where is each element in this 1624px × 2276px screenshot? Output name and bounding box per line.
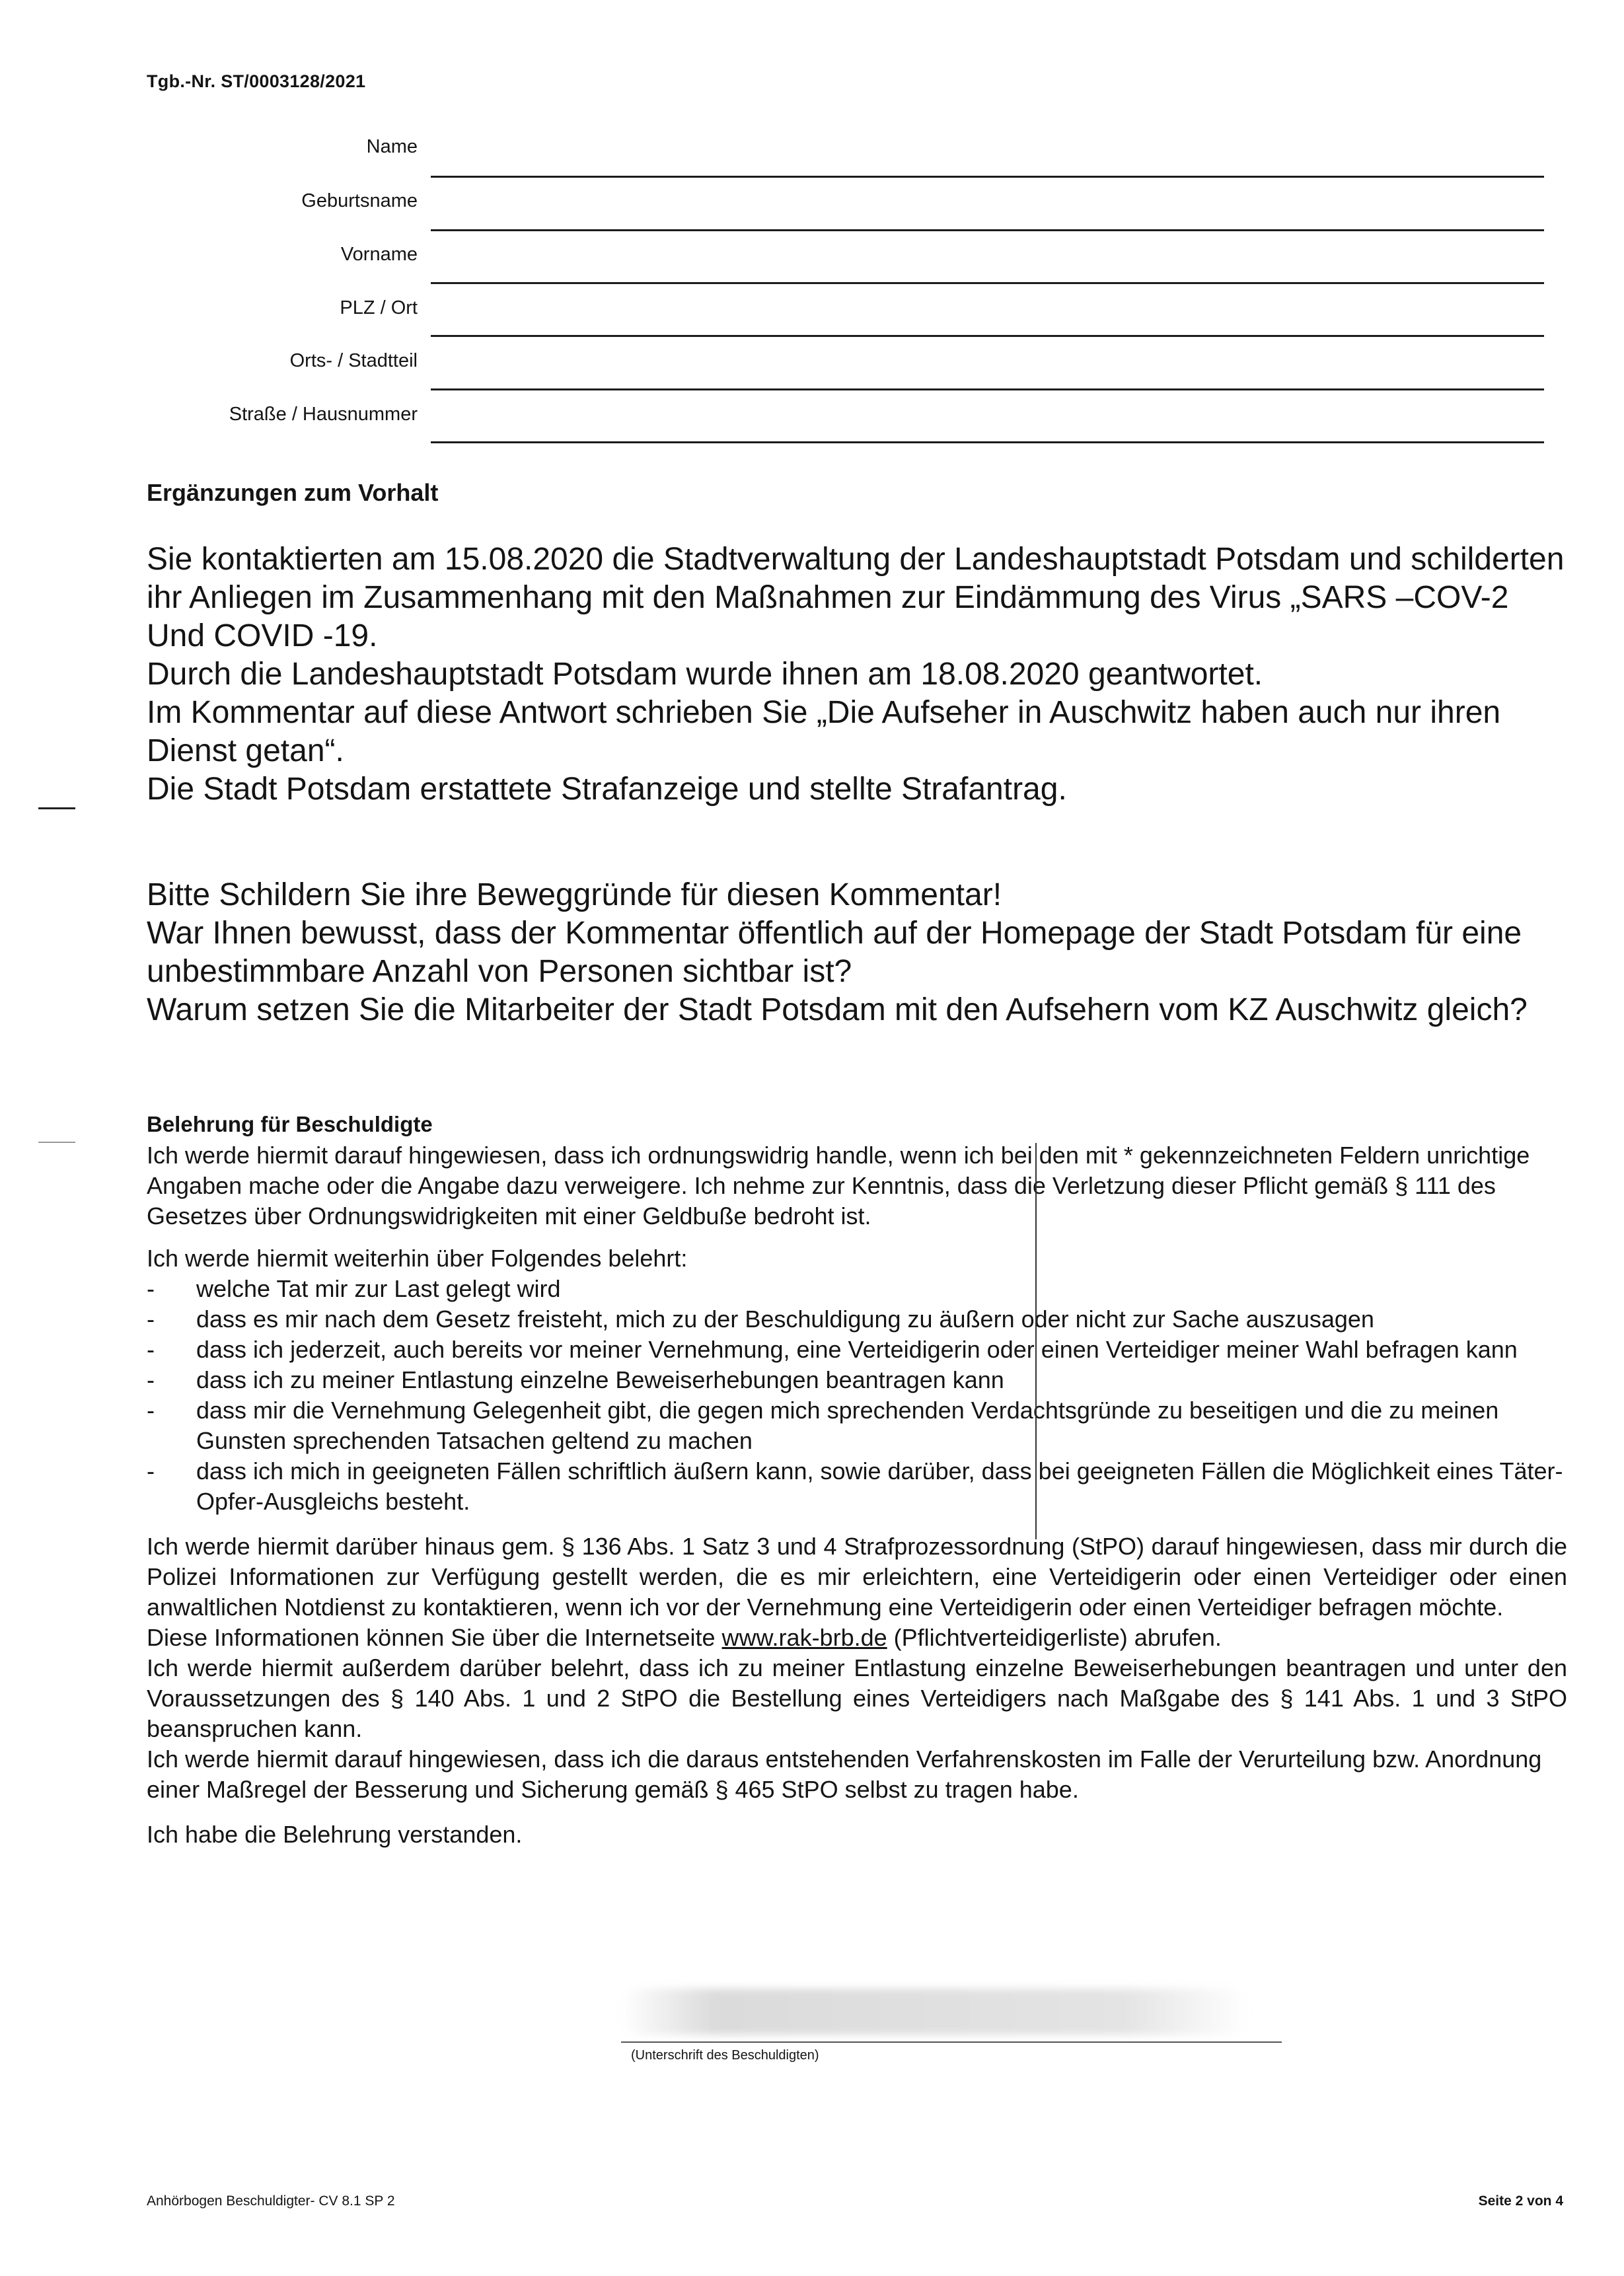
- footer-form-id: Anhörbogen Beschuldigter- CV 8.1 SP 2: [147, 2193, 395, 2209]
- signature-line[interactable]: [621, 2041, 1282, 2043]
- question-line: Bitte Schildern Sie ihre Beweggründe für diesen Kommentar!: [147, 877, 1002, 912]
- field-line-plz-ort[interactable]: [431, 335, 1544, 337]
- list-item: - dass ich zu meiner Entlastung einzelne Beweiserhebungen beantragen kann: [147, 1365, 1567, 1395]
- tagebuch-number: Tgb.-Nr. ST/0003128/2021: [147, 71, 366, 91]
- field-label-plz-ort: PLZ / Ort: [340, 297, 418, 318]
- belehrung-verstanden: Ich habe die Belehrung verstanden.: [147, 1821, 523, 1848]
- vorhalt-line: Im Kommentar auf diese Antwort schrieben Sie „Die Aufseher in Auschwitz haben auch nur ihren Dienst getan“.: [147, 695, 1501, 768]
- margin-mark: [38, 807, 75, 809]
- signature-caption: (Unterschrift des Beschuldigten): [631, 2048, 819, 2063]
- rak-link[interactable]: www.rak-brb.de: [721, 1624, 887, 1651]
- list-item: - dass es mir nach dem Gesetz freisteht, mich zu der Beschuldigung zu äußern oder nicht zur Sache auszusagen: [147, 1304, 1567, 1335]
- vorhalt-title: Ergänzungen zum Vorhalt: [147, 479, 439, 506]
- field-line-geburtsname[interactable]: [431, 229, 1544, 231]
- paragraph-stpo: Ich werde hiermit darüber hinaus gem. § 136 Abs. 1 Satz 3 und 4 Strafprozessordnung (StPO) darauf hingewiesen, dass mir durch die Polizei Informationen zur Verfügung gestellt werden, die es mir erleichtern, eine Verteidigerin oder einen Verteidiger oder einen anwaltlichen Notdienst zu kontaktieren, wenn ich vor der Vernehmung eine Verteidigerin oder einen Verteidiger befragen möchte.: [147, 1533, 1567, 1621]
- redacted-signature: [621, 1989, 1249, 2035]
- field-line-ortsteil[interactable]: [431, 388, 1544, 390]
- info-prefix: Diese Informationen können Sie über die Internetseite: [147, 1624, 722, 1651]
- margin-mark: [38, 1142, 75, 1143]
- paragraph-info: [147, 1623, 1567, 1653]
- field-line-name[interactable]: [431, 176, 1544, 178]
- belehrung-list: [147, 1274, 1567, 1517]
- paragraph-kosten: Ich werde hiermit darauf hingewiesen, dass ich die daraus entstehenden Verfahrenskosten im Falle der Verurteilung bzw. Anordnung einer Maßregel der Besserung und Sicherung gemäß § 465 StPO selbst zu tragen habe.: [147, 1745, 1542, 1803]
- vorhalt-line: Die Stadt Potsdam erstattete Strafanzeige und stellte Strafantrag.: [147, 772, 1067, 807]
- belehrung-list-intro: Ich werde hiermit weiterhin über Folgendes belehrt:: [147, 1245, 688, 1272]
- vorhalt-paragraph-2: [147, 876, 1574, 1029]
- vorhalt-line: Durch die Landeshauptstadt Potsdam wurde ihnen am 18.08.2020 geantwortet.: [147, 657, 1263, 692]
- question-line: Warum setzen Sie die Mitarbeiter der Stadt Potsdam mit den Aufsehern vom KZ Auschwitz gleich?: [147, 992, 1528, 1027]
- vorhalt-line: Sie kontaktierten am 15.08.2020 die Stadtverwaltung der Landeshauptstadt Potsdam und schilderten ihr Anliegen im Zusammenhang mit den Maßnahmen zur Eindämmung des Virus „SARS –COV-2: [147, 542, 1565, 615]
- field-label-geburtsname: Geburtsname: [301, 190, 418, 211]
- list-item: - dass mir die Vernehmung Gelegenheit gibt, die gegen mich sprechenden Verdachtsgründe zu beseitigen und die zu meinen Gunsten sprechenden Tatsachen geltend zu machen: [147, 1395, 1567, 1456]
- field-label-ortsteil: Orts- / Stadtteil: [289, 350, 418, 371]
- list-item: - dass ich jederzeit, auch bereits vor meiner Vernehmung, eine Verteidigerin oder einen Verteidiger meiner Wahl befragen kann: [147, 1335, 1567, 1365]
- footer-page-number: Seite 2 von 4: [1478, 2193, 1563, 2209]
- question-line: War Ihnen bewusst, dass der Kommentar öffentlich auf der Homepage der Stadt Potsdam für eine unbestimmbare Anzahl von Personen sichtbar ist?: [147, 916, 1522, 989]
- field-label-name: Name: [366, 136, 418, 157]
- field-label-strasse: Straße / Hausnummer: [229, 404, 418, 425]
- list-item: - dass ich mich in geeigneten Fällen schriftlich äußern kann, sowie darüber, dass bei geeigneten Fällen die Möglichkeit eines Täter-Opfer-Ausgleichs besteht.: [147, 1456, 1567, 1517]
- vorhalt-paragraph-1: [147, 540, 1574, 809]
- belehrung-title: Belehrung für Beschuldigte: [147, 1112, 433, 1136]
- vorhalt-line: Und COVID -19.: [147, 618, 378, 653]
- field-line-strasse[interactable]: [431, 441, 1544, 443]
- list-item: - welche Tat mir zur Last gelegt wird: [147, 1274, 1567, 1304]
- paragraph-entlastung: Ich werde hiermit außerdem darüber belehrt, dass ich zu meiner Entlastung einzelne Beweiserhebungen beantragen und unter den Voraussetzungen des § 140 Abs. 1 und 2 StPO die Bestellung eines Verteidigers nach Maßgabe des § 141 Abs. 1 und 3 StPO beanspruchen kann.: [147, 1654, 1567, 1742]
- scan-artifact-line: [1035, 1143, 1037, 1539]
- belehrung-body: [147, 1140, 1567, 1850]
- field-line-vorname[interactable]: [431, 282, 1544, 284]
- belehrung-intro: Ich werde hiermit darauf hingewiesen, dass ich ordnungswidrig handle, wenn ich bei den mit * gekennzeichneten Feldern unrichtige Angaben mache oder die Angabe dazu verweigere. Ich nehme zur Kenntnis, dass die Verletzung dieser Pflicht gemäß § 111 des Gesetzes über Ordnungswidrigkeiten mit einer Geldbuße bedroht ist.: [147, 1142, 1530, 1230]
- field-label-vorname: Vorname: [340, 244, 418, 265]
- info-suffix: (Pflichtverteidigerliste) abrufen.: [887, 1624, 1222, 1651]
